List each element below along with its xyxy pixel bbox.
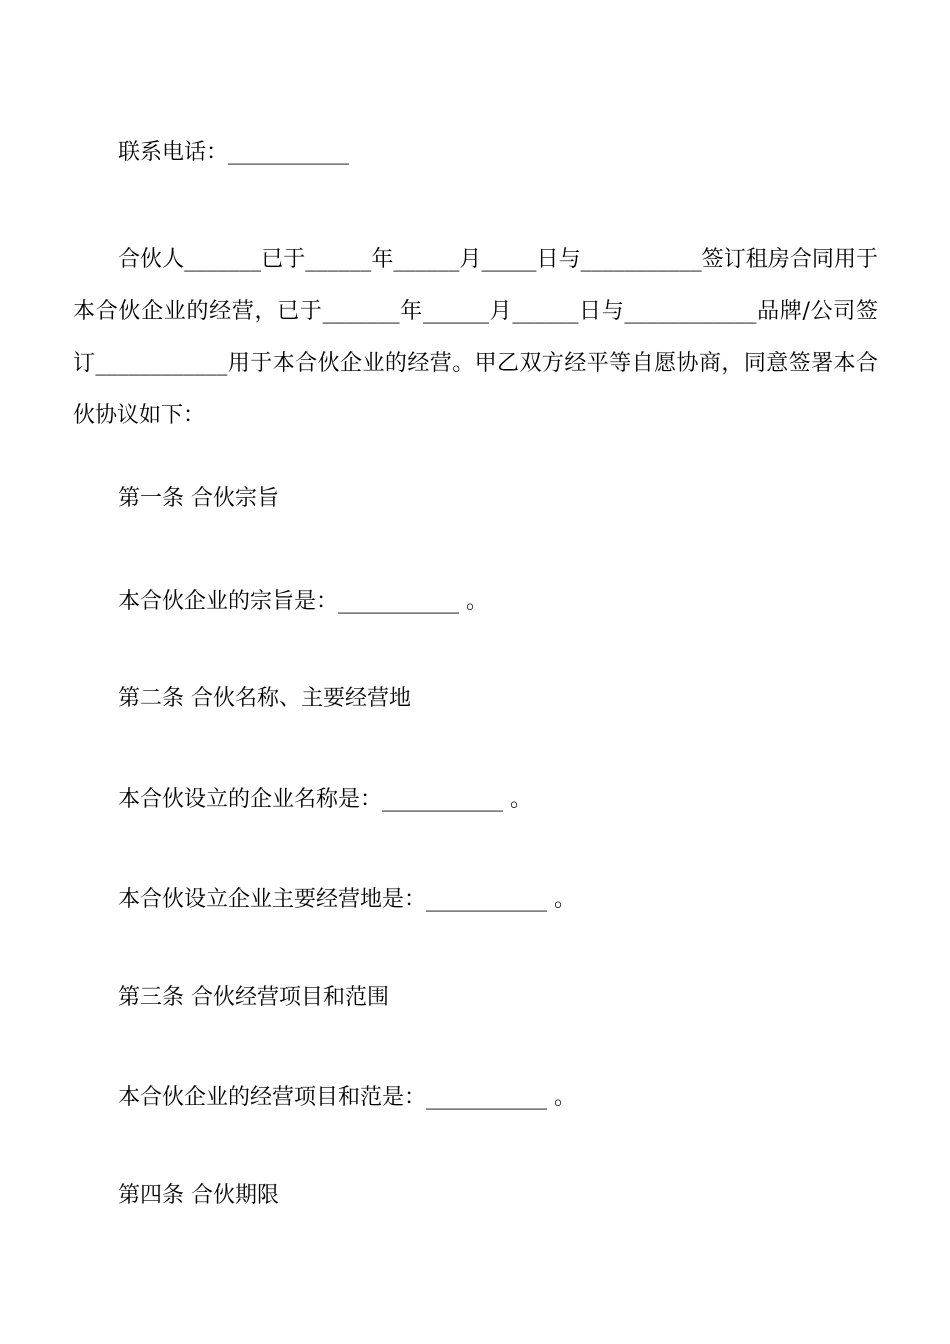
intro-paragraph: 合伙人_______已于______年______月_____日与___________签订租房合同用于本合伙企业的经营，已于_______年______月______日与____________品牌/公司签订____________用于本合伙企业的经营。甲乙双方经平等自愿协商，同意签署本合伙协议如下：	[73, 247, 878, 428]
contact-phone-line: 联系电话：___________	[118, 140, 350, 165]
article-3-title: 第三条 合伙经营项目和范围	[118, 985, 389, 1010]
article-3-body: 本合伙企业的经营项目和范是：___________ 。	[118, 1085, 576, 1110]
article-2-body-name: 本合伙设立的企业名称是：___________ 。	[118, 787, 532, 812]
article-2-title: 第二条 合伙名称、主要经营地	[118, 686, 411, 711]
article-2-body-location: 本合伙设立企业主要经营地是：___________ 。	[118, 887, 576, 912]
article-4-title: 第四条 合伙期限	[118, 1183, 279, 1208]
article-1-title: 第一条 合伙宗旨	[118, 486, 279, 511]
article-1-body: 本合伙企业的宗旨是：___________ 。	[118, 589, 488, 614]
